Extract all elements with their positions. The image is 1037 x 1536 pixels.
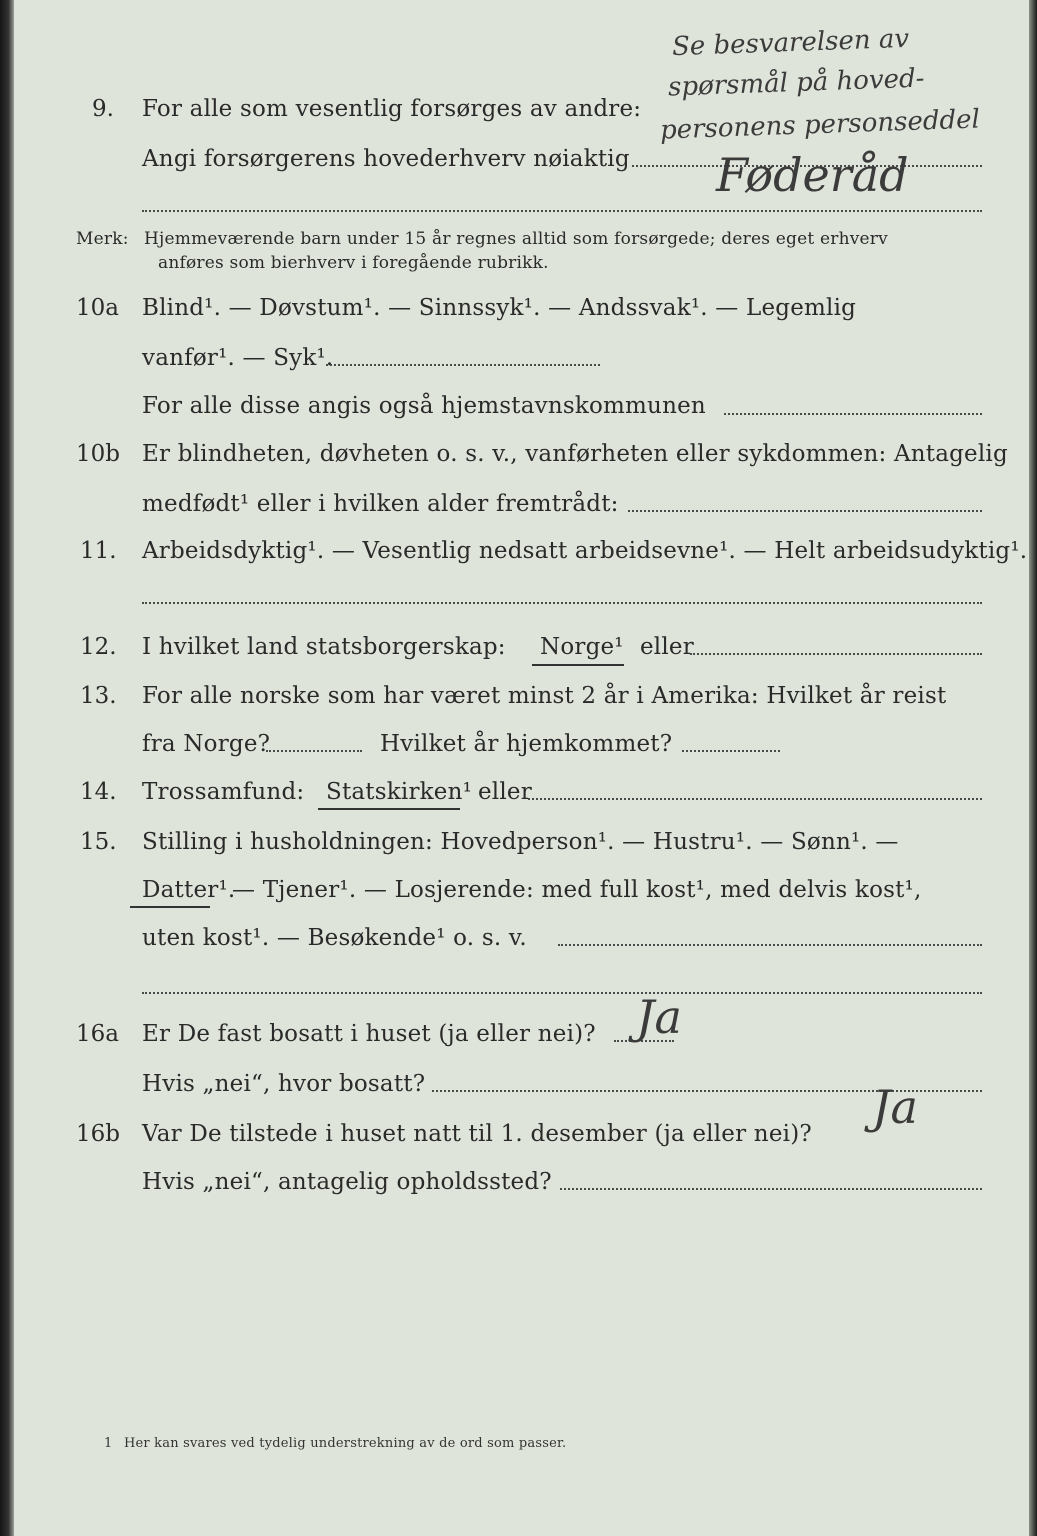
q15-number: 15. bbox=[80, 829, 117, 855]
q15-choice-datter[interactable]: Datter¹. bbox=[142, 877, 236, 903]
q16b-number: 16b bbox=[76, 1121, 120, 1147]
footnote-text: Her kan svares ved tydelig understrekning av de ord som passer. bbox=[124, 1436, 567, 1451]
q9-answer: Føderåd bbox=[716, 148, 909, 202]
q9-line2: Angi forsørgerens hovederhverv nøiaktig bbox=[142, 146, 630, 172]
q14-choice-underline bbox=[318, 808, 460, 810]
q16a-line1: Er De fast bosatt i huset (ja eller nei)? bbox=[142, 1021, 596, 1047]
q16b-line2: Hvis „nei“, antagelig opholdssted? bbox=[142, 1169, 552, 1195]
q15-line2: — Tjener¹. — Losjerende: med full kost¹, med delvis kost¹, bbox=[232, 877, 922, 903]
q12-choice-underline bbox=[532, 664, 624, 666]
q13-line2b: Hvilket år hjemkommet? bbox=[380, 731, 673, 757]
q12-prefix: I hvilket land statsborgerskap: bbox=[142, 634, 506, 660]
q14-number: 14. bbox=[80, 779, 117, 805]
q12-suffix: eller bbox=[640, 634, 694, 660]
q13-line2a: fra Norge? bbox=[142, 731, 271, 757]
q11-number: 11. bbox=[80, 538, 117, 564]
q10b-number: 10b bbox=[76, 441, 120, 467]
q13-line1: For alle norske som har været minst 2 år i Amerika: Hvilket år reist bbox=[142, 683, 947, 709]
q15-line1: Stilling i husholdningen: Hovedperson¹. — Hustru¹. — Sønn¹. — bbox=[142, 829, 899, 855]
q10b-line1: Er blindheten, døvheten o. s. v., vanførheten eller sykdommen: Antagelig bbox=[142, 441, 1008, 467]
q10a-line1: Blind¹. — Døvstum¹. — Sinnssyk¹. — Andssvak¹. — Legemlig bbox=[142, 295, 857, 321]
q9-line1: For alle som vesentlig forsørges av andre: bbox=[142, 96, 642, 122]
q12-choice-norge[interactable]: Norge¹ bbox=[540, 634, 624, 660]
merk-label: Merk: bbox=[76, 229, 129, 249]
q16b-line1: Var De tilstede i huset natt til 1. desember (ja eller nei)? bbox=[142, 1121, 812, 1147]
q11-line1: Arbeidsdyktig¹. — Vesentlig nedsatt arbeidsevne¹. — Helt arbeidsudyktig¹. bbox=[142, 538, 1028, 564]
q10a-number: 10a bbox=[76, 295, 119, 321]
q16a-number: 16a bbox=[76, 1021, 119, 1047]
q10b-fill-line[interactable] bbox=[628, 510, 982, 512]
q12-fill-line[interactable] bbox=[690, 653, 982, 655]
handwritten-note-line3: personens personseddel bbox=[659, 104, 981, 146]
merk-line2: anføres som bierhverv i foregående rubrikk. bbox=[158, 253, 549, 273]
q10a-line3: For alle disse angis også hjemstavnskommunen bbox=[142, 393, 706, 419]
handwritten-note-line2: spørsmål på hoved- bbox=[667, 63, 925, 103]
q11-fill-line[interactable] bbox=[142, 602, 982, 604]
q9-number: 9. bbox=[92, 96, 114, 122]
q15-fill-line[interactable] bbox=[558, 944, 982, 946]
q15-choice-underline bbox=[130, 906, 210, 908]
q10a-line2: vanfør¹. — Syk¹. bbox=[142, 345, 334, 371]
q14-suffix: eller bbox=[478, 779, 532, 805]
q9-extra-fill-line[interactable] bbox=[142, 210, 982, 212]
q13-hjem-fill-line[interactable] bbox=[682, 750, 780, 752]
q14-choice-statskirken[interactable]: Statskirken¹ bbox=[326, 779, 473, 805]
q16b-fill-line[interactable] bbox=[560, 1188, 982, 1190]
q12-number: 12. bbox=[80, 634, 117, 660]
q16a-line2: Hvis „nei“, hvor bosatt? bbox=[142, 1071, 426, 1097]
q16b-answer: Ja bbox=[872, 1080, 918, 1134]
q10b-line2: medfødt¹ eller i hvilken alder fremtrådt: bbox=[142, 491, 619, 517]
footnote-mark: 1 bbox=[104, 1436, 113, 1451]
handwritten-note-line1: Se besvarelsen av bbox=[671, 23, 910, 63]
q16a-answer: Ja bbox=[636, 990, 682, 1044]
q14-prefix: Trossamfund: bbox=[142, 779, 305, 805]
q13-reist-fill-line[interactable] bbox=[266, 750, 362, 752]
q10a-hjemstavn-fill-line[interactable] bbox=[724, 413, 982, 415]
merk-line1: Hjemmeværende barn under 15 år regnes alltid som forsørgede; deres eget erhverv bbox=[144, 229, 888, 249]
q10a-syk-fill-line[interactable] bbox=[326, 364, 600, 366]
q15-extra-fill-line[interactable] bbox=[142, 992, 982, 994]
q15-line3: uten kost¹. — Besøkende¹ o. s. v. bbox=[142, 925, 527, 951]
q13-number: 13. bbox=[80, 683, 117, 709]
q14-fill-line[interactable] bbox=[528, 798, 982, 800]
